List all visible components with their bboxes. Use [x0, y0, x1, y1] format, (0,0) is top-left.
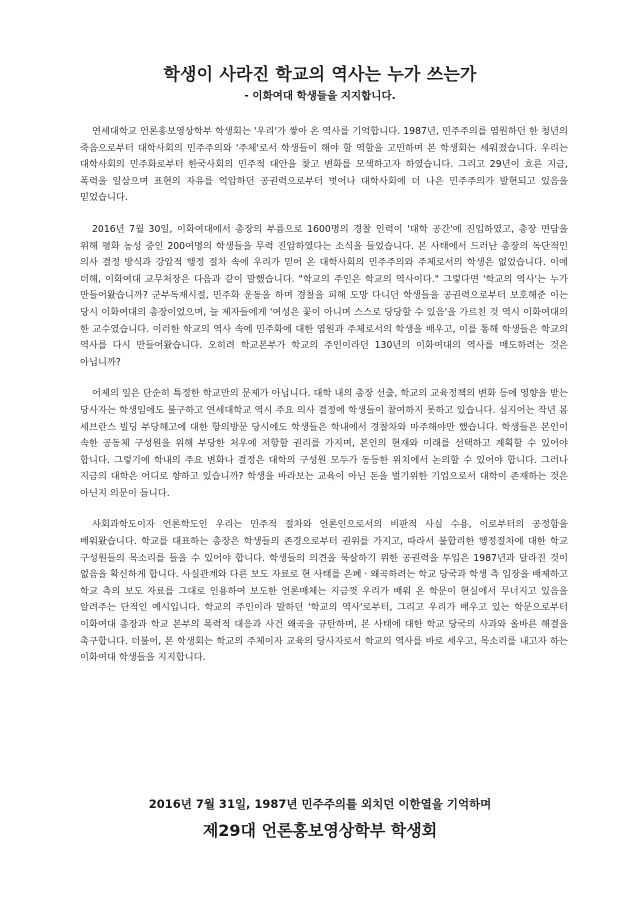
- document-body: [80, 124, 568, 682]
- signature-organization: 제29대 언론홍보영상학부 학생회: [202, 821, 438, 840]
- document-subtitle: - 이화여대 학생들을 지지합니다.: [244, 90, 396, 102]
- paragraph-1: 연세대학교 언론홍보영상학부 학생회는 '우리'가 쌓아 온 역사를 기억합니다. 1987년, 민주주의를 염원하던 한 청년의 죽음으로부터 대학사회의 민주주의와 '주체'로서 학생들이 해야 할 역할을 고민하며 본 학생회는 세워졌습니다. 우리는 대학사회의 민주화로부터 한국사회의 민주적 대안을 찾고 변화를 모색하고자 하였습니다. 그리고 29년이 흐른 지금, 폭력을 일삼으며 표현의 자유를 억압하던 공권력으로부터 벗어나 대학사회에 더 나은 민주주의가 발현되고 있음을 믿었습니다.: [80, 126, 568, 204]
- paragraph-2: 2016년 7월 30일, 이화여대에서 총장의 부름으로 1600명의 경찰 인력이 '대학 공간'에 진입하였고, 총장 면담을 위해 평화 농성 중인 200여명의 학생들을 무력 진압하였다는 소식을 들었습니다. 본 사태에서 드러난 총장의 독단적인 의사 결정 방식과 강압적 행정 절차 속에 우리가 믿어 온 대학사회의 민주주의와 주체로서의 학생은 없었습니다. 이에 더해, 이화여대 교무처장은 다음과 같이 말했습니다. "학교의 주인은 학교의 역사이다." 그렇다면 '학교의 역사'는 누가 만들어왔습니까? 군부독재시절, 민주화 운동을 하며 경찰을 피해 도망 다니던 학생들을 공권력으로부터 보호해준 이는 당시 이화여대의 총장이었으며, 늘 제자들에게 '여성은 꽃이 아니며 스스로 당당할 수 있음'을 가르친 것 역시 이화여대의 한 교수였습니다. 이러한 학교의 역사 속에 민주화에 대한 염원과 주체로서의 학생을 배우고, 이를 통해 학생들은 학교의 역사를 다시 만들어왔습니다. 오히려 학교본부가 학교의 주인이라던 130년의 이화여대의 역사를 매도하려는 것은 아닙니까?: [80, 223, 568, 368]
- document-title: 학생이 사라진 학교의 역사는 누가 쓰는가: [163, 65, 477, 85]
- paragraph-4: 사회과학도이자 언론학도인 우리는 민주적 절차와 언론인으로서의 비판적 사실 수용, 이로부터의 공정함을 배워왔습니다. 학교를 대표하는 총장은 학생들의 존경으로부터 권위를 가지고, 따라서 불합리한 행정절차에 대한 학교 구성원들의 목소리를 들을 수 있어야 합니다. 학생들의 의견을 묵살하기 위한 공권력을 투입은 1987년과 달라진 것이 없음을 확신하게 합니다. 사실관계와 다른 보도 자료로 현 사태를 은폐 · 왜곡하려는 학교 당국과 학생 측 입장을 배제하고 학교 측의 보도 자료를 그대로 인용하여 보도한 언론매체는 지금껏 우리가 배워 온 학문이 현실에서 무너지고 있음을 알려주는 단적인 예시입니다. 학교의 주인이라 말하던 '학교의 역사'로부터, 그리고 우리가 배우고 있는 학문으로부터 이화여대 총장과 학교 본부의 폭력적 대응과 사건 왜곡을 규탄하며, 본 사태에 대한 학교 당국의 사과와 올바른 해결을 촉구합니다. 더불어, 본 학생회는 학교의 주체이자 교육의 당사자로서 학교의 역사를 바로 세우고, 목소리를 내고자 하는 이화여대 학생들을 지지합니다.: [80, 519, 568, 664]
- paragraph-3: 어제의 일은 단순히 특정한 학교만의 문제가 아닙니다. 대학 내의 총장 선출, 학교의 교육정책의 변화 등에 영향을 받는 당사자는 학생임에도 불구하고 연세대학교 역시 주요 의사 결정에 학생들이 참여하지 못하고 있습니다. 심지어는 작년 봄 세브란스 빌딩 부당해고에 대한 항의방문 당시에도 학생들은 학내에서 경찰차와 마주해야만 했습니다. 학생들은 본인이 속한 공동체 구성원을 위해 부당한 처우에 저항할 권리를 가지며, 본인의 현재와 미래를 선택하고 계획할 수 있어야 합니다. 그렇기에 학내의 주요 변화나 결정은 대학의 구성원 모두가 동등한 위치에서 논의할 수 있어야 합니다. 그러나 지금의 대학은 어디로 향하고 있습니까? 학생을 바라보는 교육이 아닌 돈을 벌기위한 기업으로서 대학이 존재하는 것은 아닌지 의문이 듭니다.: [80, 388, 568, 499]
- signature-date: 2016년 7월 31일, 1987년 민주주의를 외치던 이한열을 기억하며: [148, 797, 492, 811]
